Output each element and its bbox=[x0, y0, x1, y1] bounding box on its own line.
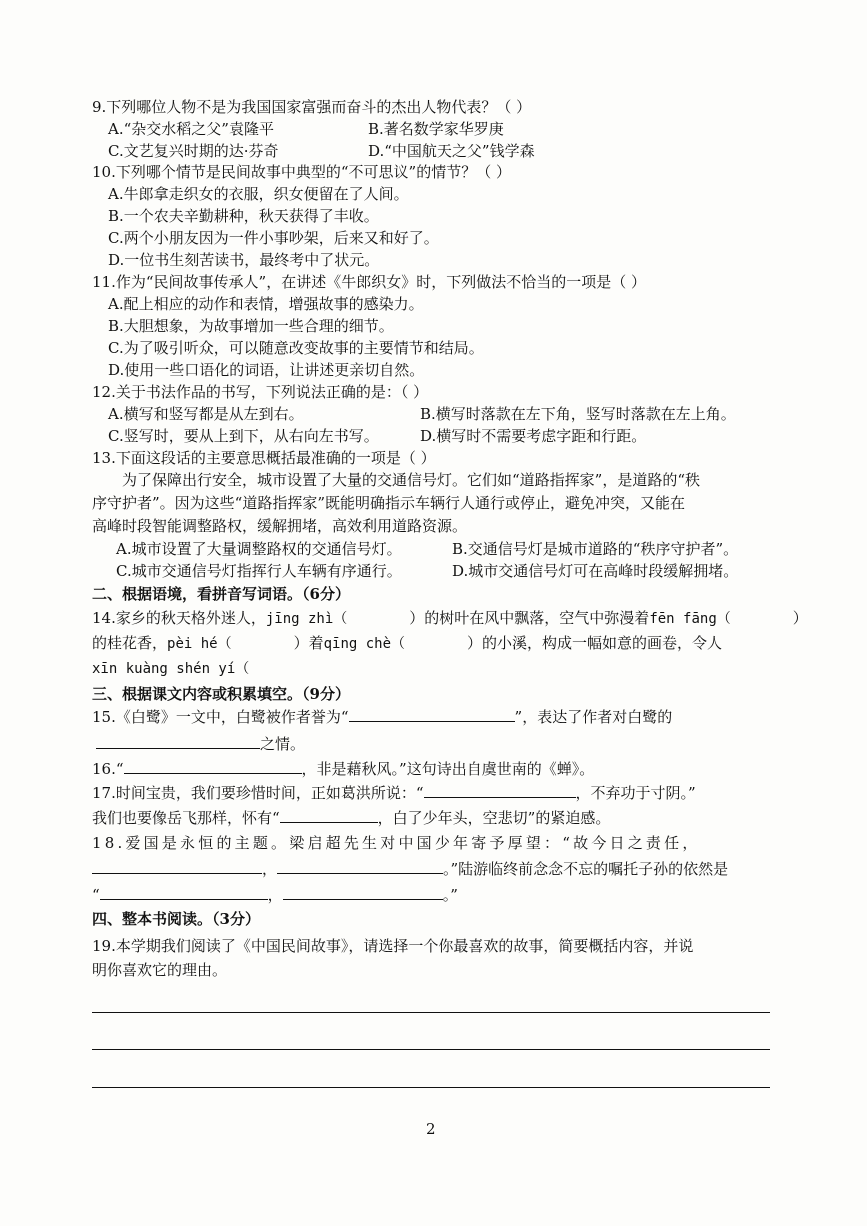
q15-line bbox=[96, 733, 305, 755]
answer-line[interactable] bbox=[92, 1049, 770, 1050]
q11-option-c: C.为了吸引听众，可以随意改变故事的主要情节和结局。 bbox=[108, 339, 484, 357]
q12-option-b: B.横写时落款在左下角，竖写时落款在左上角。 bbox=[420, 405, 736, 423]
page-number: 2 bbox=[426, 1120, 436, 1138]
q9-option-d: D.“中国航天之父”钱学森 bbox=[368, 142, 535, 160]
q12-option-c: C.竖写时，要从上到下，从右向左书写。 bbox=[108, 427, 379, 445]
section-heading: 二、根据语境，看拼音写词语。（6分） bbox=[92, 585, 350, 603]
q11-option-a: A.配上相应的动作和表情，增强故事的感染力。 bbox=[108, 295, 424, 313]
q10-option-d: D.一位书生刻苦读书，最终考中了状元。 bbox=[108, 251, 380, 269]
fill-blank[interactable] bbox=[349, 706, 515, 722]
q18-text: 18.爱国是永恒的主题。梁启超先生对中国少年寄予厚望：“故今日之责任， bbox=[92, 834, 701, 852]
q17-text: ，白了少年头，空悲切”的紧迫感。 bbox=[377, 809, 611, 827]
fill-blank[interactable] bbox=[424, 782, 576, 798]
q11-option-b: B.大胆想象，为故事增加一些合理的细节。 bbox=[108, 317, 394, 335]
q13-option-a: A.城市设置了大量调整路权的交通信号灯。 bbox=[116, 540, 402, 558]
pinyin: xīn kuàng shén yí（ bbox=[92, 661, 250, 677]
q9-option-a: A.“杂交水稻之父”袁隆平 bbox=[108, 120, 274, 138]
q19-text: 19.本学期我们阅读了《中国民间故事》，请选择一个你最喜欢的故事，简要概括内容，并说 bbox=[92, 937, 694, 955]
q14-text: ）的小溪，构成一幅如意的画卷，令人 bbox=[467, 634, 723, 652]
fill-blank[interactable] bbox=[280, 807, 378, 823]
q18-text: 。” bbox=[442, 886, 458, 904]
q15-text: 之情。 bbox=[260, 735, 306, 753]
q18-text: ， bbox=[267, 886, 283, 904]
q13-passage-line: 序守护者”。因为这些“道路指挥家”既能明确指示车辆行人通行或停止，避免冲突，又能在 bbox=[92, 494, 686, 512]
q15-text: 15.《白鹭》一文中，白鹭被作者誉为“ bbox=[92, 708, 349, 726]
q15-line bbox=[92, 706, 672, 728]
q12-stem: 12.关于书法作品的书写，下列说法正确的是：（ ） bbox=[92, 383, 429, 401]
pinyin: qīng chè（ bbox=[323, 636, 406, 652]
q17-line bbox=[92, 807, 610, 829]
q17-text: 17.时间宝贵，我们要珍惜时间，正如葛洪所说：“ bbox=[92, 784, 424, 802]
q11-stem: 11.作为“民间故事传承人”，在讲述《牛郎织女》时，下列做法不恰当的一项是（ ） bbox=[92, 273, 646, 291]
q13-option-c: C.城市交通信号灯指挥行人车辆有序通行。 bbox=[116, 562, 402, 580]
q9-stem: 9.下列哪位人物不是为我国国家富强而奋斗的杰出人物代表？（ ） bbox=[92, 98, 532, 116]
q12-option-a: A.横写和竖写都是从左到右。 bbox=[108, 405, 304, 423]
answer-line[interactable] bbox=[92, 1012, 770, 1013]
q19-text: 明你喜欢它的理由。 bbox=[92, 961, 228, 979]
q14-text: ）的树叶在风中飘落，空气中弥漫着 bbox=[409, 609, 650, 627]
q17-text: 我们也要像岳飞那样，怀有“ bbox=[92, 809, 280, 827]
q16-text: ，非是藉秋风。”这句诗出自虞世南的《蝉》。 bbox=[301, 760, 595, 778]
q18-line bbox=[92, 884, 458, 906]
q13-option-d: D.城市交通信号灯可在高峰时段缓解拥堵。 bbox=[452, 562, 739, 580]
q16-line bbox=[92, 758, 594, 780]
section-heading: 三、根据课文内容或积累填空。（9分） bbox=[92, 685, 350, 703]
q17-text: ，不弃功于寸阴。” bbox=[575, 784, 696, 802]
pinyin: jīng zhì（ bbox=[265, 611, 348, 627]
q14-line bbox=[92, 607, 808, 630]
fill-blank[interactable] bbox=[283, 884, 443, 900]
q17-line bbox=[92, 782, 696, 804]
q16-text: 16.“ bbox=[92, 760, 124, 778]
q18-text: 。”陆游临终前念念不忘的嘱托子孙的依然是 bbox=[443, 860, 729, 878]
q10-stem: 10.下列哪个情节是民间故事中典型的“不可思议”的情节？（ ） bbox=[92, 163, 511, 181]
pinyin: pèi hé（ bbox=[167, 636, 232, 652]
q14-text: ） bbox=[792, 609, 808, 627]
fill-blank[interactable] bbox=[92, 858, 262, 874]
answer-line[interactable] bbox=[92, 1087, 770, 1088]
q13-passage-line: 高峰时段智能调整路权，缓解拥堵，高效利用道路资源。 bbox=[92, 517, 468, 535]
section-heading: 四、整本书阅读。（3分） bbox=[92, 910, 260, 928]
q9-option-c: C.文艺复兴时期的达·芬奇 bbox=[108, 142, 279, 160]
fill-blank[interactable] bbox=[124, 758, 302, 774]
q13-passage-line: 为了保障出行安全，城市设置了大量的交通信号灯。它们如“道路指挥家”，是道路的“秩 bbox=[122, 471, 701, 489]
q12-option-d: D.横写时不需要考虑字距和行距。 bbox=[420, 427, 647, 445]
q18-line bbox=[92, 858, 728, 880]
q10-option-b: B.一个农夫辛勤耕种，秋天获得了丰收。 bbox=[108, 207, 379, 225]
q9-option-b: B.著名数学家华罗庚 bbox=[368, 120, 504, 138]
q10-option-a: A.牛郎拿走织女的衣服，织女便留在了人间。 bbox=[108, 185, 409, 203]
fill-blank[interactable] bbox=[96, 733, 260, 749]
q14-text: ）着 bbox=[293, 634, 324, 652]
q14-line bbox=[92, 632, 722, 655]
q14-text: 的桂花香， bbox=[92, 634, 168, 652]
q15-text: ”，表达了作者对白鹭的 bbox=[514, 708, 673, 726]
pinyin: fēn fāng（ bbox=[649, 611, 731, 627]
q11-option-d: D.使用一些口语化的词语，让讲述更亲切自然。 bbox=[108, 361, 425, 379]
q18-text: ， bbox=[262, 860, 278, 878]
q13-stem: 13.下面这段话的主要意思概括最准确的一项是（ ） bbox=[92, 449, 436, 467]
fill-blank[interactable] bbox=[277, 858, 443, 874]
q14-text: 14.家乡的秋天格外迷人， bbox=[92, 609, 266, 627]
q10-option-c: C.两个小朋友因为一件小事吵架，后来又和好了。 bbox=[108, 229, 439, 247]
q18-text: “ bbox=[92, 886, 100, 904]
q13-option-b: B.交通信号灯是城市道路的“秩序守护者”。 bbox=[452, 540, 739, 558]
fill-blank[interactable] bbox=[100, 884, 268, 900]
